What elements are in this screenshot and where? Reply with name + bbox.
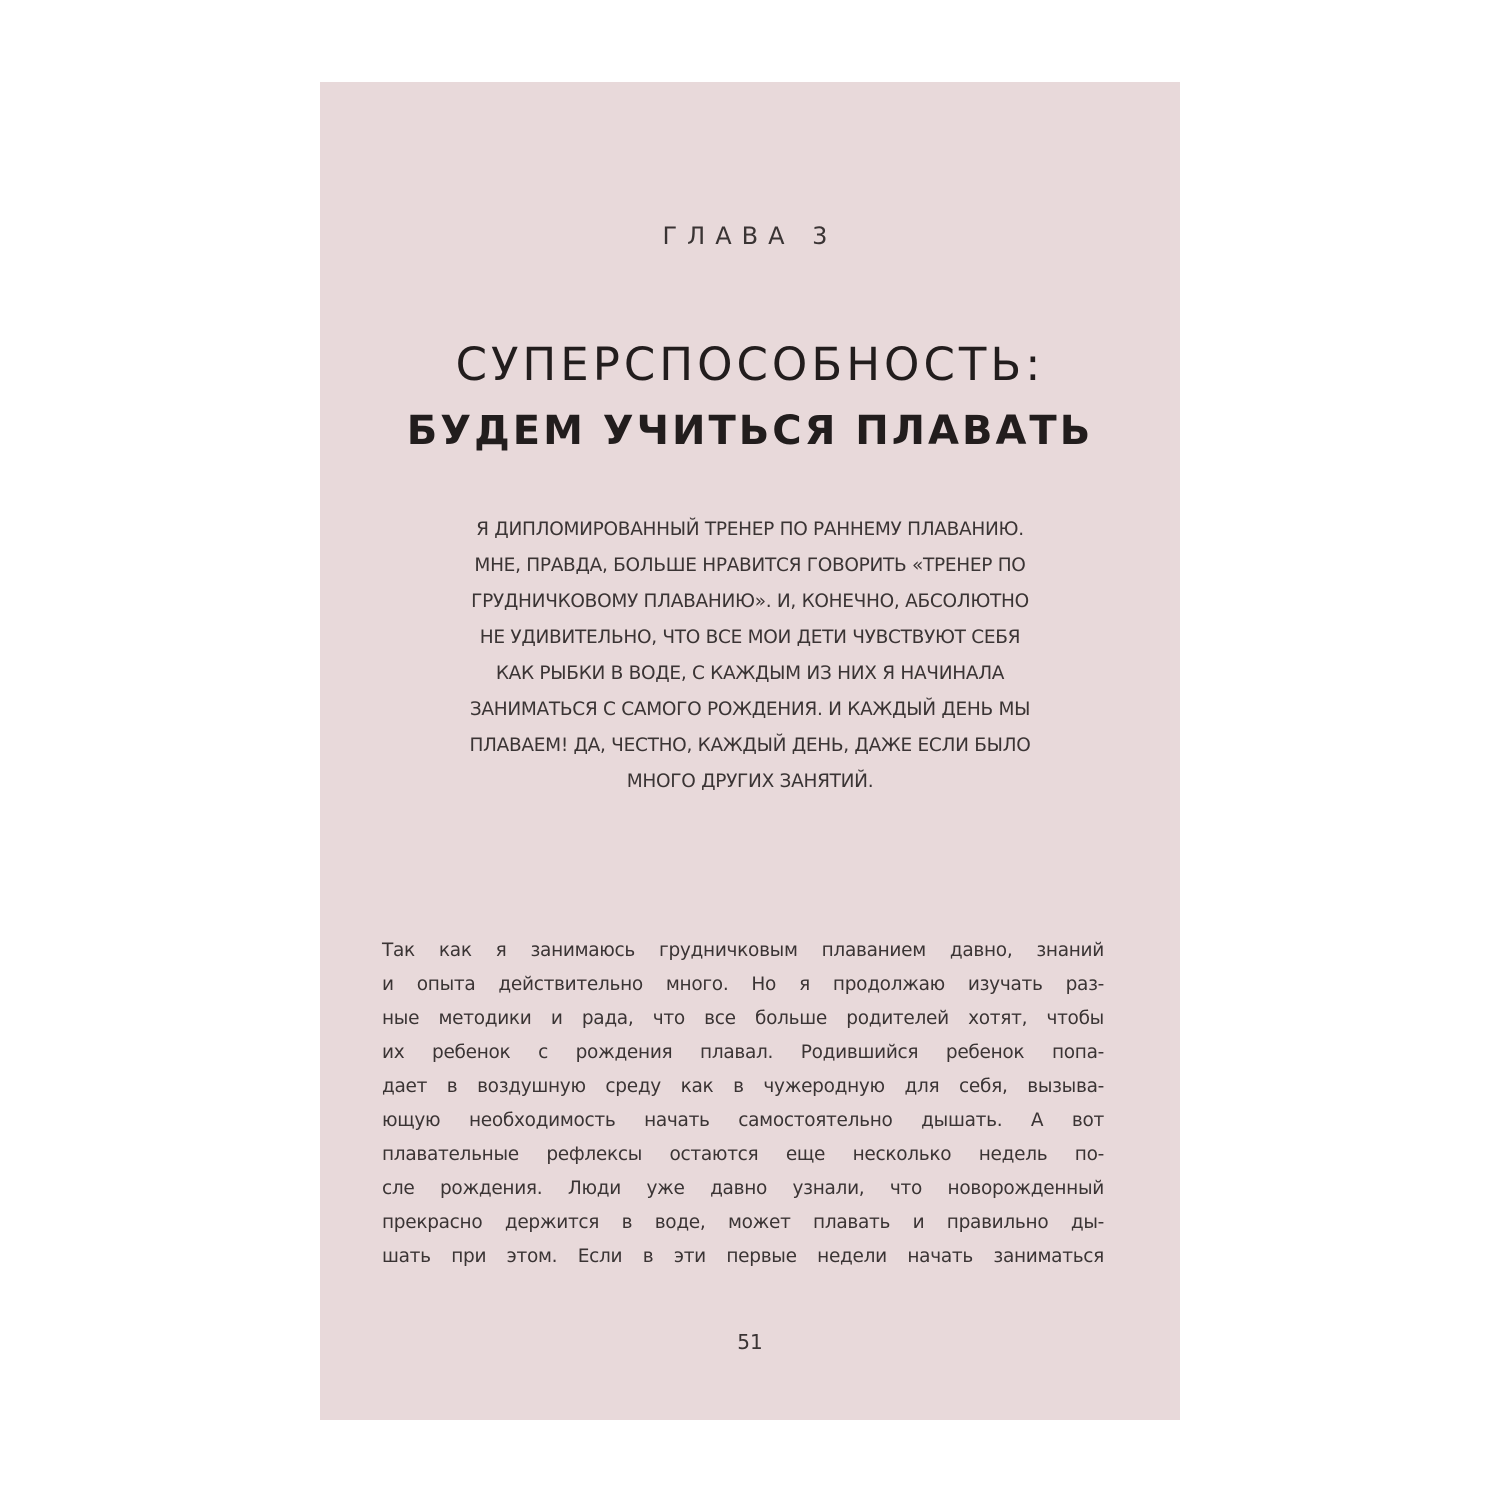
- body-paragraph: [382, 934, 1104, 1274]
- lead-line: Я ДИПЛОМИРОВАННЫЙ ТРЕНЕР ПО РАННЕМУ ПЛАВАНИЮ.: [476, 519, 1024, 540]
- body-line: шать при этом. Если в эти первые недели начать заниматься: [382, 1246, 1104, 1267]
- body-line: прекрасно держится в воде, может плавать и правильно ды-: [382, 1212, 1104, 1233]
- body-line: дает в воздушную среду как в чужеродную для себя, вызыва-: [382, 1076, 1104, 1097]
- lead-line: ГРУДНИЧКОВОМУ ПЛАВАНИЮ». И, КОНЕЧНО, АБСОЛЮТНО: [471, 591, 1029, 612]
- chapter-title-line-1: СУПЕРСПОСОБНОСТЬ:: [455, 338, 1045, 391]
- body-line: их ребенок с рождения плавал. Родившийся ребенок попа-: [382, 1042, 1104, 1063]
- body-line: сле рождения. Люди уже давно узнали, что новорожденный: [382, 1178, 1104, 1199]
- body-line: Так как я занимаюсь грудничковым плаванием давно, знаний: [382, 940, 1104, 961]
- chapter-label: ГЛАВА 3: [662, 222, 838, 250]
- lead-line: НЕ УДИВИТЕЛЬНО, ЧТО ВСЕ МОИ ДЕТИ ЧУВСТВУЮТ СЕБЯ: [479, 627, 1021, 648]
- lead-paragraph: [365, 512, 1135, 800]
- lead-line: КАК РЫБКИ В ВОДЕ, С КАЖДЫМ ИЗ НИХ Я НАЧИНАЛА: [495, 663, 1005, 684]
- page-number: 51: [737, 1330, 763, 1354]
- chapter-title-line-2: БУДЕМ УЧИТЬСЯ ПЛАВАТЬ: [406, 408, 1094, 454]
- body-line: ные методики и рада, что все больше родителей хотят, чтобы: [382, 1008, 1104, 1029]
- lead-line: ЗАНИМАТЬСЯ С САМОГО РОЖДЕНИЯ. И КАЖДЫЙ ДЕНЬ МЫ: [469, 699, 1031, 720]
- body-line: плавательные рефлексы остаются еще несколько недель по-: [382, 1144, 1104, 1165]
- lead-line: МНОГО ДРУГИХ ЗАНЯТИЙ.: [626, 771, 874, 792]
- lead-line: МНЕ, ПРАВДА, БОЛЬШЕ НРАВИТСЯ ГОВОРИТЬ «ТРЕНЕР ПО: [474, 555, 1026, 576]
- body-line: и опыта действительно много. Но я продолжаю изучать раз-: [382, 974, 1104, 995]
- chapter-title: [320, 332, 1180, 464]
- book-page: [320, 82, 1180, 1420]
- body-line: ющую необходимость начать самостоятельно дышать. А вот: [382, 1110, 1104, 1131]
- lead-line: ПЛАВАЕМ! ДА, ЧЕСТНО, КАЖДЫЙ ДЕНЬ, ДАЖЕ ЕСЛИ БЫЛО: [469, 735, 1031, 756]
